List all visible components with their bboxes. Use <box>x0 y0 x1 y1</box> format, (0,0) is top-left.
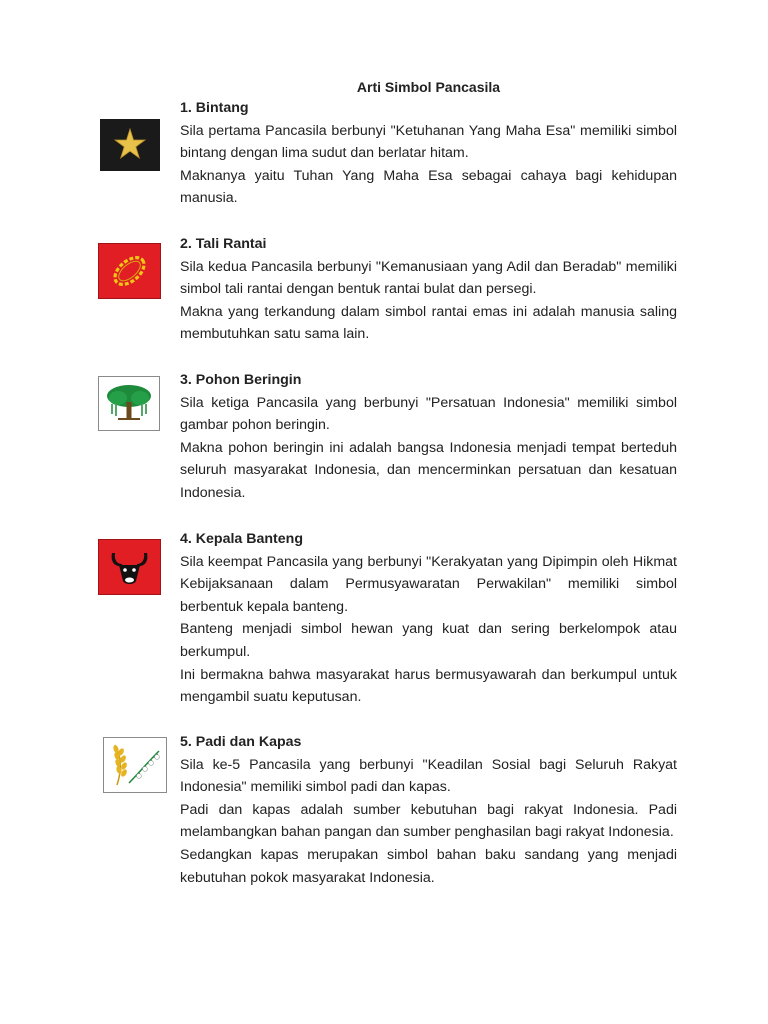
section-bintang <box>180 97 677 210</box>
section-paragraph: Sila ketiga Pancasila yang berbunyi "Persatuan Indonesia" memiliki simbol gambar pohon beringin. <box>180 394 677 434</box>
section-paragraph: Maknanya yaitu Tuhan Yang Maha Esa sebagai cahaya bagi kehidupan manusia. <box>180 167 677 207</box>
section-paragraph: Sedangkan kapas merupakan simbol bahan baku sandang yang menjadi kebutuhan pokok masyarakat Indonesia. <box>180 846 677 886</box>
section-paragraph: Ini bermakna bahwa masyarakat harus bermusyawarah dan berkumpul untuk mengambil suatu keputusan. <box>180 666 677 706</box>
section-tali-rantai <box>180 233 677 346</box>
section-heading: 3. Pohon Beringin <box>180 372 302 388</box>
section-kepala-banteng <box>180 528 677 709</box>
star-emblem-icon <box>98 117 162 173</box>
section-heading: 2. Tali Rantai <box>180 236 267 252</box>
section-paragraph: Banteng menjadi simbol hewan yang kuat dan sering berkelompok atau berkumpul. <box>180 621 677 660</box>
section-paragraph: Makna pohon beringin ini adalah bangsa Indonesia menjadi tempat berteduh seluruh masyarakat Indonesia, dan mencerminkan persatuan dan kesatuan Indonesia. <box>180 439 677 501</box>
rice-cotton-emblem-icon <box>103 737 167 793</box>
bull-head-emblem-icon <box>98 539 161 595</box>
section-heading: 4. Kepala Banteng <box>180 531 303 547</box>
section-heading: 1. Bintang <box>180 100 249 116</box>
section-padi-dan-kapas <box>180 731 677 889</box>
section-paragraph: Sila ke-5 Pancasila yang berbunyi "Keadilan Sosial bagi Seluruh Rakyat Indonesia" memiliki simbol padi dan kapas. <box>180 756 677 796</box>
section-heading: 5. Padi dan Kapas <box>180 734 302 750</box>
chain-emblem-icon <box>98 243 161 299</box>
section-paragraph: Sila pertama Pancasila berbunyi "Ketuhanan Yang Maha Esa" memiliki simbol bintang dengan lima sudut dan berlatar hitam. <box>180 122 677 162</box>
section-paragraph: Sila kedua Pancasila berbunyi "Kemanusiaan yang Adil dan Beradab" memiliki simbol tali rantai dengan bentuk rantai bulat dan persegi. <box>180 258 677 298</box>
section-paragraph: Padi dan kapas adalah sumber kebutuhan bagi rakyat Indonesia. Padi melambangkan bahan pangan dan sumber penghasilan bagi rakyat Indonesia. <box>180 801 677 841</box>
banyan-tree-emblem-icon <box>98 376 160 431</box>
page-title: Arti Simbol Pancasila <box>356 79 501 95</box>
section-pohon-beringin <box>180 369 677 505</box>
section-paragraph: Makna yang terkandung dalam simbol rantai emas ini adalah manusia saling membutuhkan satu sama lain. <box>180 303 677 343</box>
section-paragraph: Sila keempat Pancasila yang berbunyi "Kerakyatan yang Dipimpin oleh Hikmat Kebijaksanaan dalam Permusyawaratan Perwakilan" memiliki simbol berbentuk kepala banteng. <box>180 553 677 615</box>
